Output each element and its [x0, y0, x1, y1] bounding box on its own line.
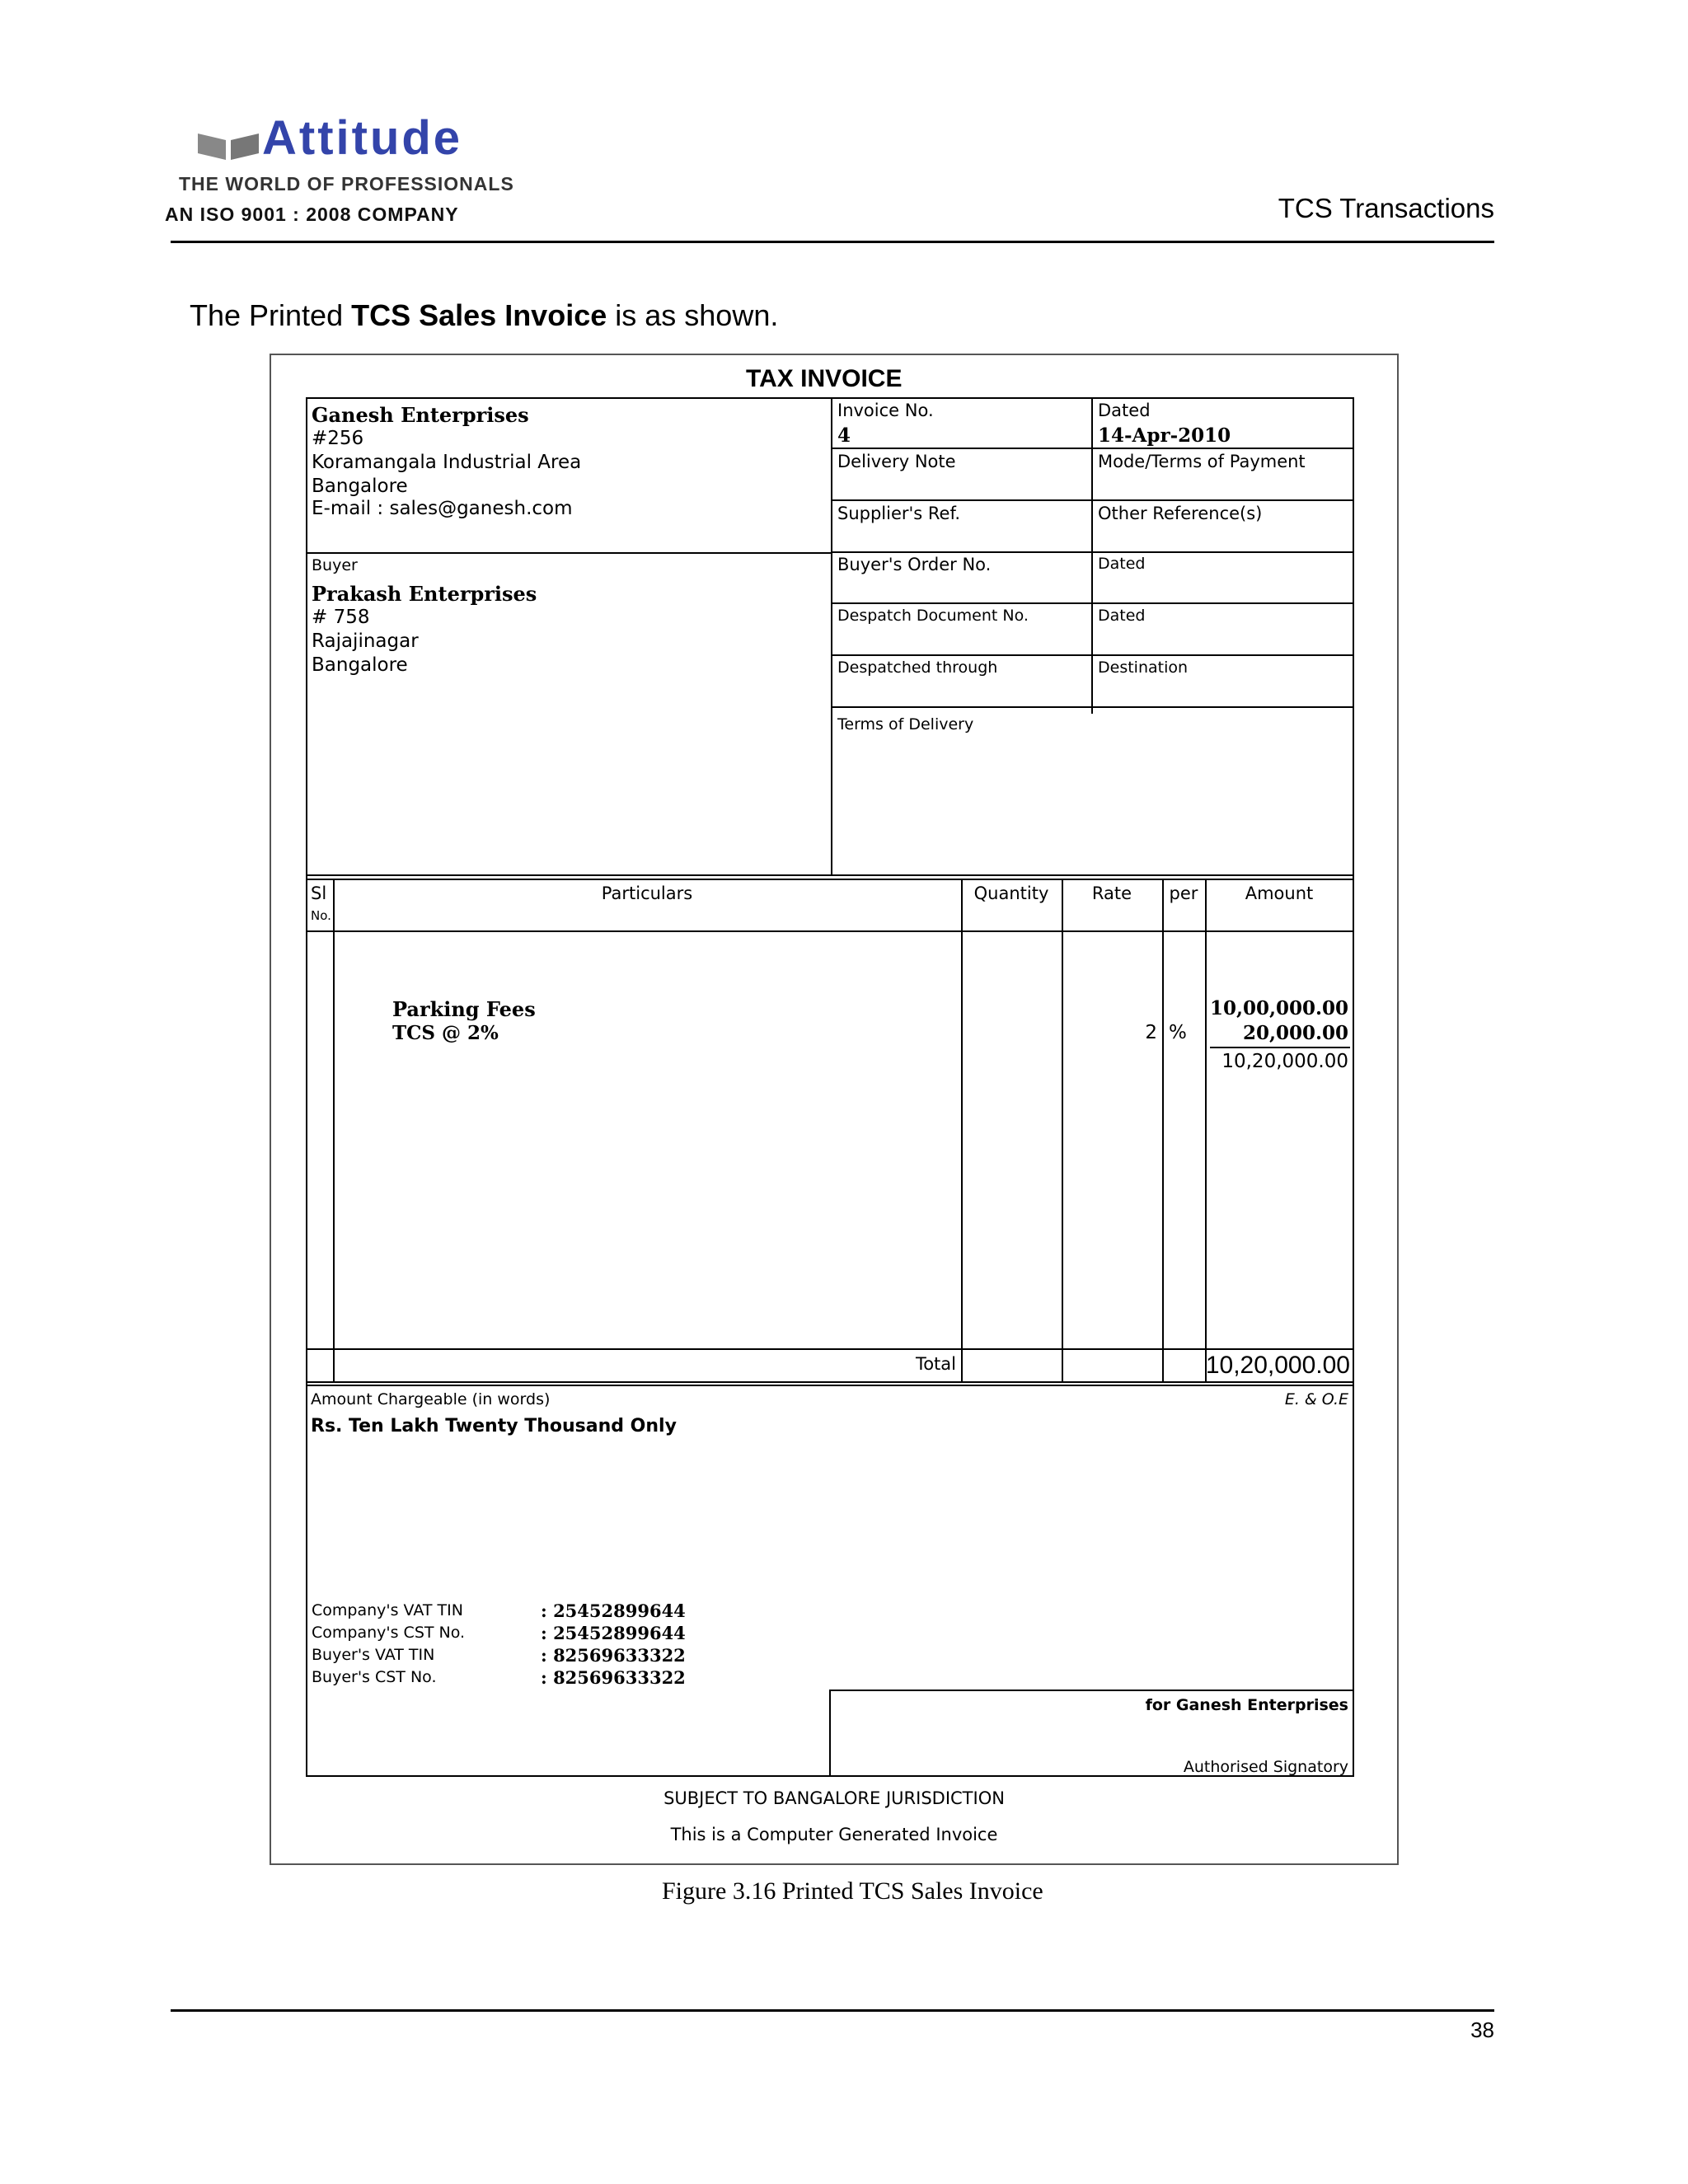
total-amount: 10,20,000.00 [1205, 1352, 1350, 1379]
despatched-through-label: Despatched through [837, 658, 998, 677]
header-rule [171, 241, 1494, 243]
grid-line [831, 499, 1353, 501]
suppliers-ref-label: Supplier's Ref. [837, 504, 961, 523]
dated-label: Dated [1098, 401, 1151, 420]
buyers-order-dated-label: Dated [1098, 555, 1146, 573]
amount-in-words: Rs. Ten Lakh Twenty Thousand Only [311, 1416, 677, 1436]
despatch-doc-label: Despatch Document No. [837, 607, 1029, 625]
item-rate: 2 [1145, 1022, 1157, 1043]
grid-line [1205, 879, 1207, 1383]
col-header-quantity: Quantity [973, 883, 1049, 903]
grid-line [829, 1690, 1353, 1691]
seller-name: Ganesh Enterprises [312, 403, 529, 427]
grid-line [831, 654, 1353, 656]
terms-delivery-label: Terms of Delivery [837, 715, 974, 733]
dated-value: 14-Apr-2010 [1098, 424, 1231, 447]
tax-id-value: : 25452899644 [541, 1601, 686, 1621]
tax-id-label: Buyer's CST No. [312, 1668, 437, 1686]
tax-id-value: : 82569633322 [541, 1645, 686, 1666]
col-header-amount: Amount [1245, 883, 1314, 903]
intro-text-end: is as shown. [607, 298, 779, 332]
seller-address-line: Koramangala Industrial Area [312, 452, 582, 473]
buyer-name: Prakash Enterprises [312, 582, 537, 606]
buyer-label: Buyer [312, 556, 358, 574]
col-header-particulars: Particulars [601, 883, 693, 903]
destination-label: Destination [1098, 658, 1189, 677]
grid-line [306, 930, 1354, 932]
seller-address-line: #256 [312, 428, 364, 449]
eoe-label: E. & O.E [1284, 1390, 1348, 1408]
tax-id-value: : 82569633322 [541, 1667, 686, 1688]
amount-words-label: Amount Chargeable (in words) [311, 1390, 551, 1408]
intro-text: The Printed [190, 298, 352, 332]
grid-line [306, 1385, 1354, 1386]
other-ref-label: Other Reference(s) [1098, 504, 1263, 523]
seller-email: E-mail : sales@ganesh.com [312, 498, 573, 519]
intro-bold: TCS Sales Invoice [351, 298, 607, 332]
grid-line [306, 874, 1354, 876]
invoice-no-value: 4 [837, 424, 851, 447]
seller-address-line: Bangalore [312, 476, 408, 497]
grid-line [829, 1690, 831, 1777]
logo-tagline: THE WORLD OF PROFESSIONALS [179, 173, 514, 194]
page-number: 38 [1470, 2018, 1494, 2042]
invoice-title: TAX INVOICE [746, 365, 903, 392]
total-label: Total [915, 1354, 956, 1374]
col-header-rate: Rate [1091, 883, 1132, 903]
item-per: % [1169, 1022, 1187, 1043]
jurisdiction-note: SUBJECT TO BANGALORE JURISDICTION [663, 1788, 1005, 1808]
delivery-note-label: Delivery Note [837, 452, 956, 471]
item-particulars: TCS @ 2% [392, 1022, 499, 1044]
grid-line [1091, 397, 1093, 714]
buyer-address-line: Rajajinagar [312, 630, 419, 652]
buyers-order-label: Buyer's Order No. [837, 555, 992, 574]
grid-line [306, 1348, 1354, 1350]
item-particulars: Parking Fees [392, 997, 536, 1021]
buyer-address-line: # 758 [312, 607, 370, 628]
col-header-per: per [1169, 883, 1198, 903]
figure-caption: Figure 3.16 Printed TCS Sales Invoice [662, 1877, 1043, 1905]
mode-terms-label: Mode/Terms of Payment [1098, 452, 1306, 471]
grid-line [333, 879, 335, 1383]
buyer-address-line: Bangalore [312, 654, 408, 676]
tax-id-value: : 25452899644 [541, 1623, 686, 1643]
item-amount: 10,00,000.00 [1209, 997, 1348, 1019]
intro-paragraph [190, 298, 778, 333]
subtotal-rule [1210, 1047, 1350, 1048]
item-amount: 20,000.00 [1242, 1022, 1348, 1044]
col-header-no: No. [311, 908, 331, 923]
tax-id-label: Company's VAT TIN [312, 1601, 463, 1619]
authorised-signatory: Authorised Signatory [1183, 1758, 1348, 1776]
section-title: TCS Transactions [1278, 193, 1494, 223]
footer-rule [171, 2009, 1494, 2012]
grid-line [1162, 879, 1164, 1383]
grid-line [831, 397, 832, 875]
computer-generated-note: This is a Computer Generated Invoice [670, 1825, 998, 1844]
grid-line [831, 602, 1353, 604]
grid-line [306, 397, 307, 1777]
signature-for: for Ganesh Enterprises [1145, 1696, 1348, 1714]
despatch-doc-dated-label: Dated [1098, 607, 1146, 625]
tax-id-label: Company's CST No. [312, 1624, 466, 1642]
logo-wordmark: Attitude [262, 111, 463, 165]
grid-line [831, 551, 1353, 553]
grid-line [306, 552, 832, 554]
logo-iso-line: AN ISO 9001 : 2008 COMPANY [165, 204, 459, 225]
grid-line [831, 448, 1353, 449]
col-header-sl: Sl [311, 883, 327, 903]
grid-line [831, 706, 1353, 708]
tax-id-label: Buyer's VAT TIN [312, 1646, 435, 1664]
grid-line [1353, 397, 1354, 1777]
grid-line [306, 879, 1354, 880]
grid-line [306, 397, 1354, 399]
grid-line [306, 1381, 1354, 1383]
subtotal-amount: 10,20,000.00 [1221, 1051, 1348, 1072]
grid-line [961, 879, 963, 1383]
grid-line [1062, 879, 1063, 1383]
logo-book-icon [196, 130, 262, 160]
invoice-no-label: Invoice No. [837, 401, 934, 420]
